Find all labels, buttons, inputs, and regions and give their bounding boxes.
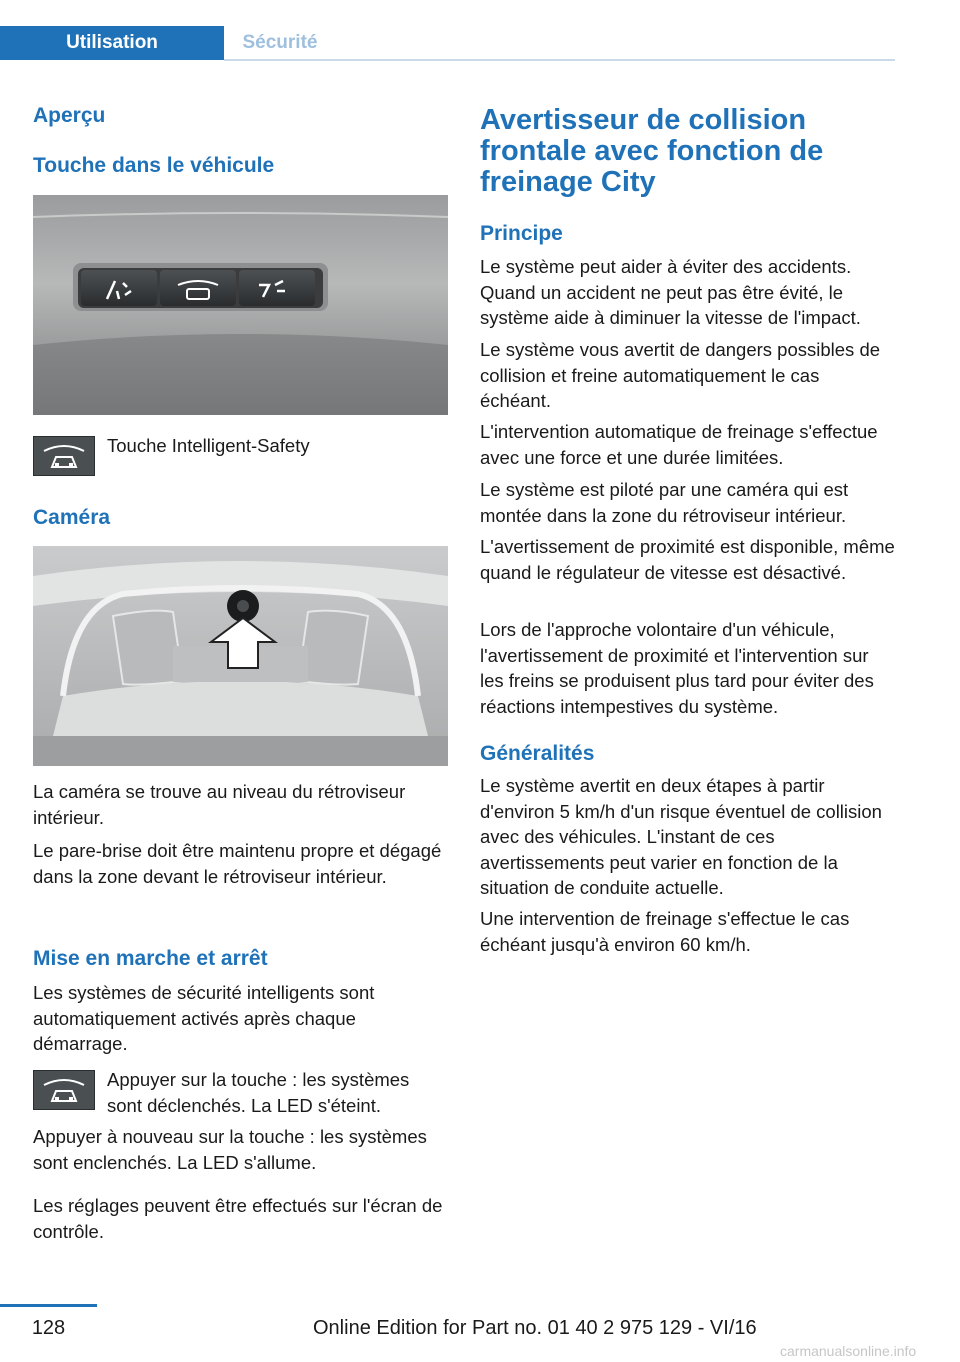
principle-paragraph-6: Lors de l'approche volontaire d'un véhicule, l'avertissement de proximité et l'intervention sur les freins se produisent plus tard pour éviter des réactions intempestives du système.: [480, 619, 874, 717]
button-photo: [33, 195, 448, 415]
overview-heading: Aperçu: [33, 104, 106, 127]
general-paragraph-1: Le système avertit en deux étapes à partir d'environ 5 km/h d'un risque éventuel de collision avec des véhicules. L'instant de ces avertissements peut varier en fonction de la situation de conduite actuelle.: [480, 775, 882, 898]
principle-paragraph-4: Le système est piloté par une caméra qui est montée dans la zone du rétroviseur intérieur.: [480, 479, 849, 526]
camera-heading: Caméra: [33, 506, 111, 529]
principle-heading: Principe: [480, 222, 563, 245]
principle-paragraph-3: L'intervention automatique de freinage s'effectue avec une force et une durée limitées.: [480, 421, 878, 468]
button-heading: Touche dans le véhicule: [33, 154, 275, 177]
onoff-heading: Mise en marche et arrêt: [33, 947, 268, 970]
principle-paragraph-1: Le système peut aider à éviter des accidents. Quand un accident ne peut pas être évité, le système aide à diminuer la vitesse de l'impact.: [480, 256, 861, 328]
principle-paragraph-5: L'avertissement de proximité est disponible, même quand le régulateur de vitesse est désactivé.: [480, 536, 895, 583]
header-divider: [224, 59, 895, 61]
onoff-icon-text: Appuyer sur la touche : les systèmes sont déclenchés. La LED s'éteint.: [107, 1069, 410, 1116]
tab-utilisation[interactable]: Utilisation: [0, 26, 224, 60]
tab-securite[interactable]: Sécurité: [242, 32, 318, 53]
camera-paragraph-1: La caméra se trouve au niveau du rétroviseur intérieur.: [33, 781, 406, 828]
watermark: carmanualsonline.info: [780, 1343, 917, 1359]
intelligent-safety-icon: [33, 436, 95, 476]
page-number: 128: [31, 1317, 66, 1339]
onoff-paragraph-3: Les réglages peuvent être effectués sur l'écran de contrôle.: [33, 1195, 443, 1242]
onoff-paragraph-1: Les systèmes de sécurité intelligents sont automatiquement activés après chaque démarrage.: [33, 982, 375, 1054]
camera-photo: [33, 546, 448, 766]
header-bar: [0, 26, 895, 62]
principle-paragraph-2: Le système vous avertit de dangers possibles de collision et freine automatiquement le cas échéant.: [480, 339, 881, 411]
camera-paragraph-2: Le pare-brise doit être maintenu propre et dégagé dans la zone devant le rétroviseur intérieur.: [33, 840, 442, 887]
general-paragraph-2: Une intervention de freinage s'effectue le cas échéant jusqu'à environ 60 km/h.: [480, 908, 850, 955]
onoff-paragraph-2: Appuyer à nouveau sur la touche : les systèmes sont enclenchés. La LED s'allume.: [33, 1126, 427, 1173]
edition-note: Online Edition for Part no. 01 40 2 975 129 - VI/16: [313, 1317, 757, 1339]
footer-divider: [0, 1304, 97, 1307]
intelligent-safety-icon: [33, 1070, 95, 1110]
main-heading: Avertisseur de collision frontale avec fonction de freinage City: [480, 104, 824, 198]
general-heading: Généralités: [480, 742, 595, 765]
button-caption: Touche Intelligent-Safety: [107, 435, 310, 456]
